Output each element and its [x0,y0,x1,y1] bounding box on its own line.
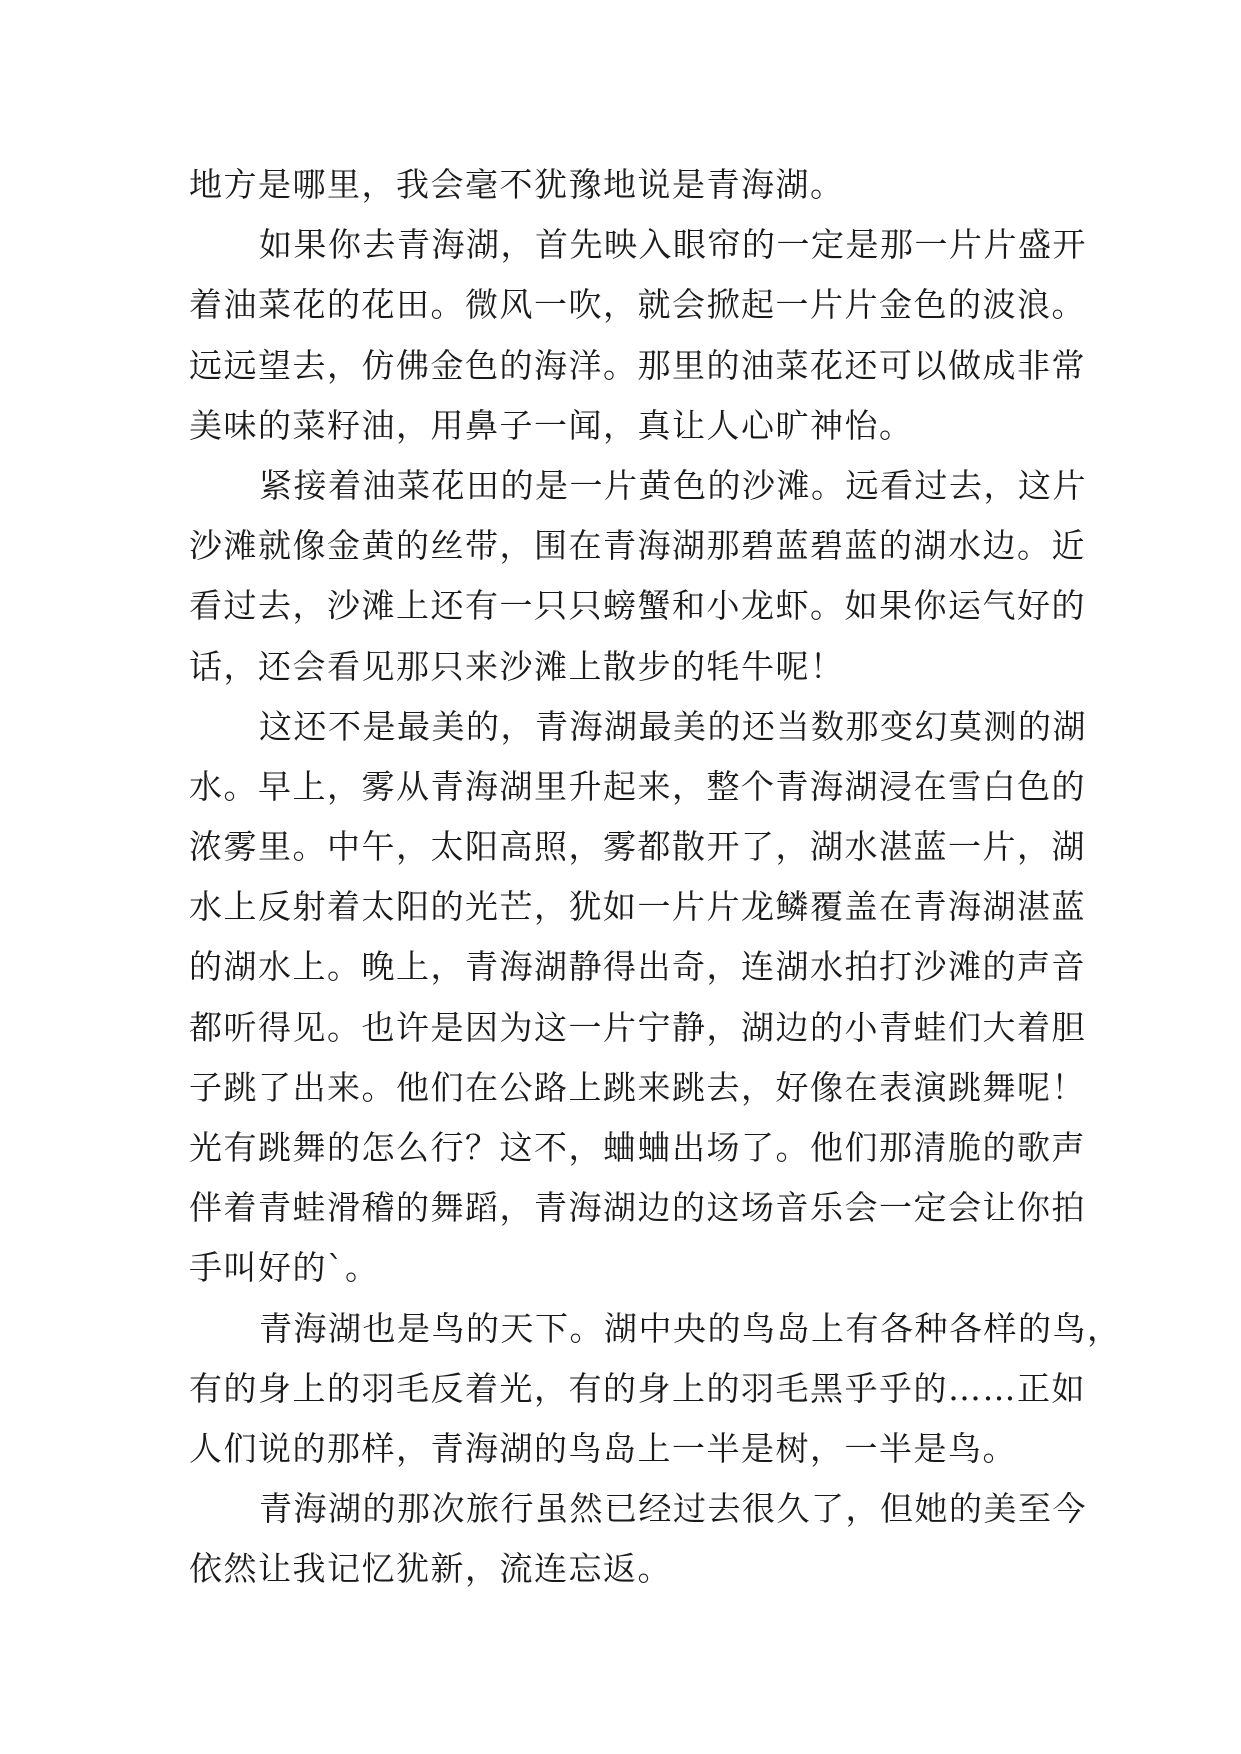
text-line: 手叫好的`。 [189,1248,380,1288]
text-line: 美味的菜籽油，用鼻子一闻，真让人心旷神怡。 [189,405,914,445]
text-line: 话，还会看见那只来沙滩上散步的牦牛呢！ [189,646,845,686]
text-line: 都听得见。也许是因为这一片宁静，湖边的小青蛙们大着胆 [189,1007,1086,1047]
text-line: 着油菜花的花田。微风一吹，就会掀起一片片金色的波浪。 [189,285,1086,325]
text-line: 远远望去，仿佛金色的海洋。那里的油菜花还可以做成非常 [189,345,1086,385]
text-line: 水上反射着太阳的光芒，犹如一片片龙鳞覆盖在青海湖湛蓝 [189,887,1086,927]
text-line: 看过去，沙滩上还有一只只螃蟹和小龙虾。如果你运气好的 [189,586,1086,626]
text-line: 的湖水上。晚上，青海湖静得出奇，连湖水拍打沙滩的声音 [189,947,1086,987]
text-line: 水。早上，雾从青海湖里升起来，整个青海湖浸在雪白色的 [189,766,1086,806]
text-line: 依然让我记忆犹新，流连忘返。 [189,1549,672,1589]
text-line: 光有跳舞的怎么行？这不，蛐蛐出场了。他们那清脆的歌声 [189,1128,1086,1167]
text-line: 青海湖的那次旅行虽然已经过去很久了，但她的美至今 [259,1489,1087,1529]
document-body [189,155,1122,1600]
text-line: 地方是哪里，我会毫不犹豫地说是青海湖。 [189,165,845,204]
text-line: 有的身上的羽毛反着光，有的身上的羽毛黑乎乎的……正如 [189,1368,1086,1408]
text-line: 伴着青蛙滑稽的舞蹈，青海湖边的这场音乐会一定会让你拍 [189,1188,1086,1228]
text-line: 这还不是最美的，青海湖最美的还当数那变幻莫测的湖 [259,706,1087,746]
text-line: 沙滩就像金黄的丝带，围在青海湖那碧蓝碧蓝的湖水边。近 [189,526,1086,566]
text-line: 浓雾里。中午，太阳高照，雾都散开了，湖水湛蓝一片，湖 [189,827,1086,867]
text-line: 紧接着油菜花田的是一片黄色的沙滩。远看过去，这片 [259,465,1087,505]
text-line: 人们说的那样，青海湖的鸟岛上一半是树，一半是鸟。 [189,1428,1017,1468]
text-line: 子跳了出来。他们在公路上跳来跳去，好像在表演跳舞呢！ [189,1067,1086,1107]
text-line: 如果你去青海湖，首先映入眼帘的一定是那一片片盛开 [259,225,1087,265]
text-line: 青海湖也是鸟的天下。湖中央的鸟岛上有各种各样的鸟， [259,1308,1122,1348]
